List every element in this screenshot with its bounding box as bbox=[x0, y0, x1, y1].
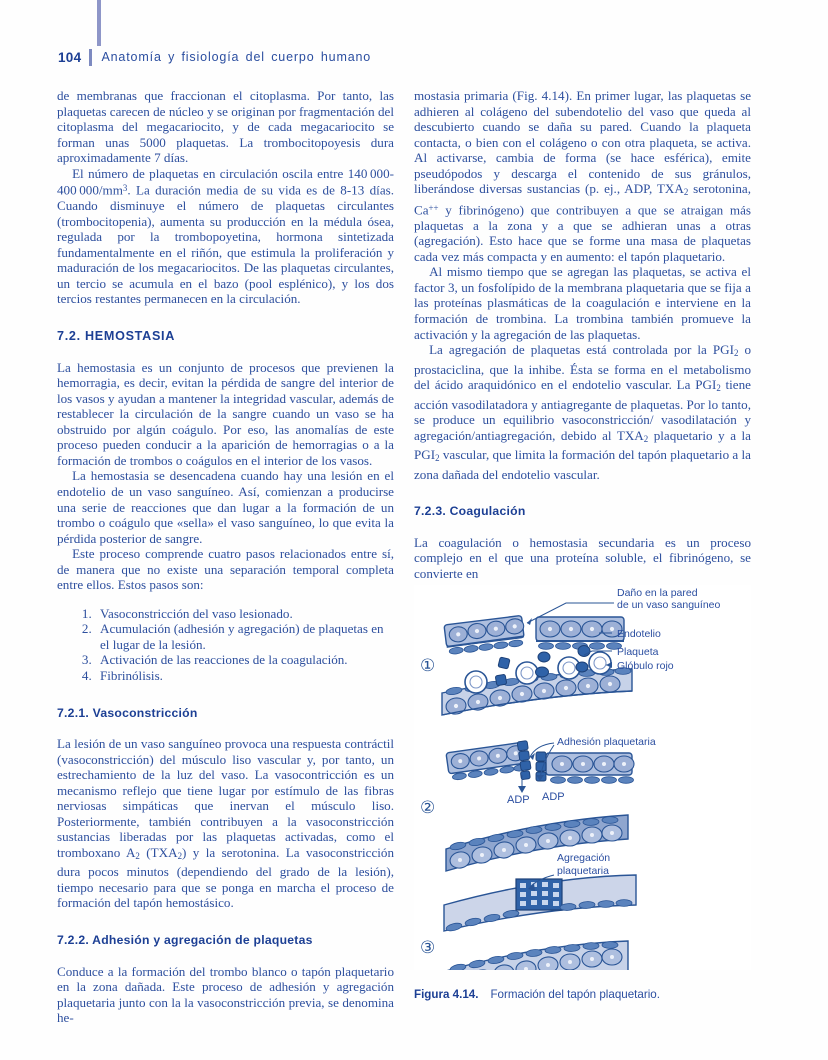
paragraph: de membranas que fraccionan el citoplasma. Por tanto, las plaquetas carecen de núcleo y se originan por fragmentación del citoplasma del megacariocito, y de cada megacariocito se forman unas 5000 plaquetas. La trombocitopoyesis dura aproximadamente 7 días. bbox=[57, 88, 394, 166]
label-endothelium: Endotelio bbox=[617, 628, 661, 640]
spacer bbox=[414, 482, 751, 504]
label-adp-right: ADP bbox=[542, 791, 565, 803]
right-column bbox=[414, 88, 751, 581]
paragraph: La lesión de un vaso sanguíneo provoca una respuesta contráctil (vasoconstricción) del músculo liso vascular y, por tanto, un estrechamiento de la luz del vaso. La vasocontricción es un mecanismo reflejo que tiene lugar por estímulo de las fibras nerviosas simpáticas que inervan el músculo liso. Posteriormente, también contribuyen a la vasoconstricción sustancias liberadas por las plaquetas activadas, como el tromboxano $A_2$ $(TXA_2)$ y la serotonina. La vasoconstricción dura pocos minutos (dependiendo del grado de la lesión), tiempo necesario para que se ponga en marcha el proceso de formación del tapón hemostásico. bbox=[57, 736, 395, 911]
folio-divider bbox=[89, 49, 92, 66]
label-red-cell: Glóbulo rojo bbox=[617, 660, 674, 672]
paragraph: Al mismo tiempo que se agregan las plaquetas, se activa el factor 3, un fosfolípido de la membrana plaquetaria que se fija a las proteínas plasmáticas de la coagulación e interviene en la formación de trombina. La trombina también promueve la activación y la agregación de las plaquetas. bbox=[414, 264, 751, 342]
label-adp-left: ADP bbox=[507, 794, 530, 806]
step-marker-3: ③ bbox=[420, 938, 436, 958]
section-heading-hemostasia: 7.2. HEMOSTASIA bbox=[57, 329, 176, 344]
paragraph: mostasia primaria (Fig. 4.14). En primer lugar, las plaquetas se adhieren al colágeno del subendotelio del vaso que queda al descubierto cuando se daña su pared. Cuando la plaqueta contacta, o bien con el colágeno o con otra plaqueta, se activa. Al activarse, cambia de forma (se hace esférica), emite pseudópodos y descarga el contenido de sus gránulos, liberándose diversas sustancias (p. ej., ADP, $TXA_2$ serotonina, Ca++ y fibrinógeno) que contribuyen a que se atraigan más plaquetas a la zona y a que se adhieran unas a otras (agregación). Esto hace que se forme una masa de plaquetas cada vez más compacta y en aumento: el tapón plaquetario. bbox=[414, 88, 752, 264]
paragraph: La agregación de plaquetas está controlada por la $PGI_2$ o prostaciclina, que la inhibe. Ésta se forma en el metabolismo del ácido araquidónico en el endotelio vascular. La $PGI_2$ tiene acción vasodilatadora y antiagregante de plaquetas. Por lo tanto, se produce un equilibrio vasoconstricción/ vasodilatación y agregación/antiagregación, debido al $TXA_2$ plaquetario y a la $PGI_2$ vascular, que limita la formación del tapón plaquetario a la zona dañada del endotelio vascular. bbox=[414, 342, 751, 482]
label-damage-line1: Daño en la pared bbox=[617, 587, 698, 599]
steps-list bbox=[57, 606, 394, 684]
spacer bbox=[57, 684, 394, 706]
figure-caption-text: Formación del tapón plaquetario. bbox=[490, 988, 660, 1001]
paragraph: La hemostasia es un conjunto de procesos que previenen la hemorragia, es decir, evitan la pérdida de sangre del interior de los vasos y ayudan a mantener la integridad vascular, además de restablecer la circulación de la sangre cuando un vaso se ha obstruido por algún coágulo. Por eso, las anomalías de este proceso pueden conducir a la aparición de hemorragias o a la formación de trombos o coágulos en el interior de los vasos. bbox=[57, 359, 394, 468]
list-item: 2. Acumulación (adhesión y agregación) de plaquetas en el lugar de la lesión. bbox=[95, 621, 394, 652]
label-platelet: Plaqueta bbox=[617, 646, 659, 658]
list-item: 4. Fibrinólisis. bbox=[95, 668, 394, 684]
running-head bbox=[58, 47, 371, 67]
spacer bbox=[57, 345, 394, 360]
figure-image bbox=[414, 585, 751, 970]
label-aggregation-line1: Agregación bbox=[557, 852, 611, 864]
left-column bbox=[57, 88, 394, 1026]
spacer bbox=[57, 721, 394, 736]
spacer bbox=[57, 911, 394, 933]
list-item: 1. Vasoconstricción del vaso lesionado. bbox=[95, 606, 394, 622]
label-damage-line2: de un vaso sanguíneo bbox=[617, 599, 721, 611]
step-marker-1: ① bbox=[420, 656, 436, 676]
figure-4-14 bbox=[414, 585, 751, 970]
step-marker-2: ② bbox=[420, 798, 436, 818]
label-adhesion: Adhesión plaquetaria bbox=[557, 736, 656, 748]
figure-caption-label: Figura 4.14. bbox=[414, 988, 479, 1001]
spacer bbox=[57, 307, 394, 329]
paragraph: Conduce a la formación del trombo blanco o tapón plaquetario en la zona dañada. Este proceso de adhesión y agregación plaquetaria junto con la la vasoconstricción previa, se denomina he- bbox=[57, 963, 394, 1026]
label-aggregation-line2: plaquetaria bbox=[557, 865, 609, 877]
paragraph: La hemostasia se desencadena cuando hay una lesión en el endotelio de un vaso sanguíneo. Así, comienzan a producirse una serie de reacciones que dan lugar a la formación de un trombo o coágulo que «sella» el vaso sanguíneo, lo que evita la pérdida posterior de sangre. bbox=[57, 468, 394, 546]
section-heading-adhesion: 7.2.2. Adhesión y agregación de plaquetas bbox=[57, 933, 313, 948]
spacer bbox=[57, 949, 394, 964]
paragraph: El número de plaquetas en circulación oscila entre 140 000-400 $000/mm^3$. La duración media de su vida es de 8-13 días. Cuando disminuye el número de plaquetas circulantes (trombocitopenia), aumenta su producción en la médula ósea, regulada por la trombopoyetina, hormona sintetizada fundamentalmente en el riñón, que estimula la proliferación y maduración de los megacariocitos. De las plaquetas circulantes, un tercio se acumula en el bazo (pool esplénico), y los dos tercios restantes permanecen en la circulación. bbox=[57, 165, 394, 307]
spacer bbox=[414, 520, 751, 535]
section-heading-coagulacion: 7.2.3. Coagulación bbox=[414, 504, 526, 519]
section-heading-vasoconstriccion: 7.2.1. Vasoconstricción bbox=[57, 705, 198, 720]
figure-caption bbox=[414, 988, 754, 1001]
bleed-mark-bar bbox=[97, 0, 101, 46]
list-item: 3. Activación de las reacciones de la coagulación. bbox=[95, 652, 394, 668]
paragraph: La coagulación o hemostasia secundaria es un proceso complejo en el que una proteína soluble, el fibrinógeno, se convierte en bbox=[414, 534, 751, 581]
paragraph: Este proceso comprende cuatro pasos relacionados entre sí, de manera que no existe una separación temporal completa entre ellos. Estos pasos son: bbox=[57, 546, 394, 593]
page-number: 104 bbox=[58, 49, 82, 65]
running-title: Anatomía y fisiología del cuerpo humano bbox=[101, 50, 372, 64]
